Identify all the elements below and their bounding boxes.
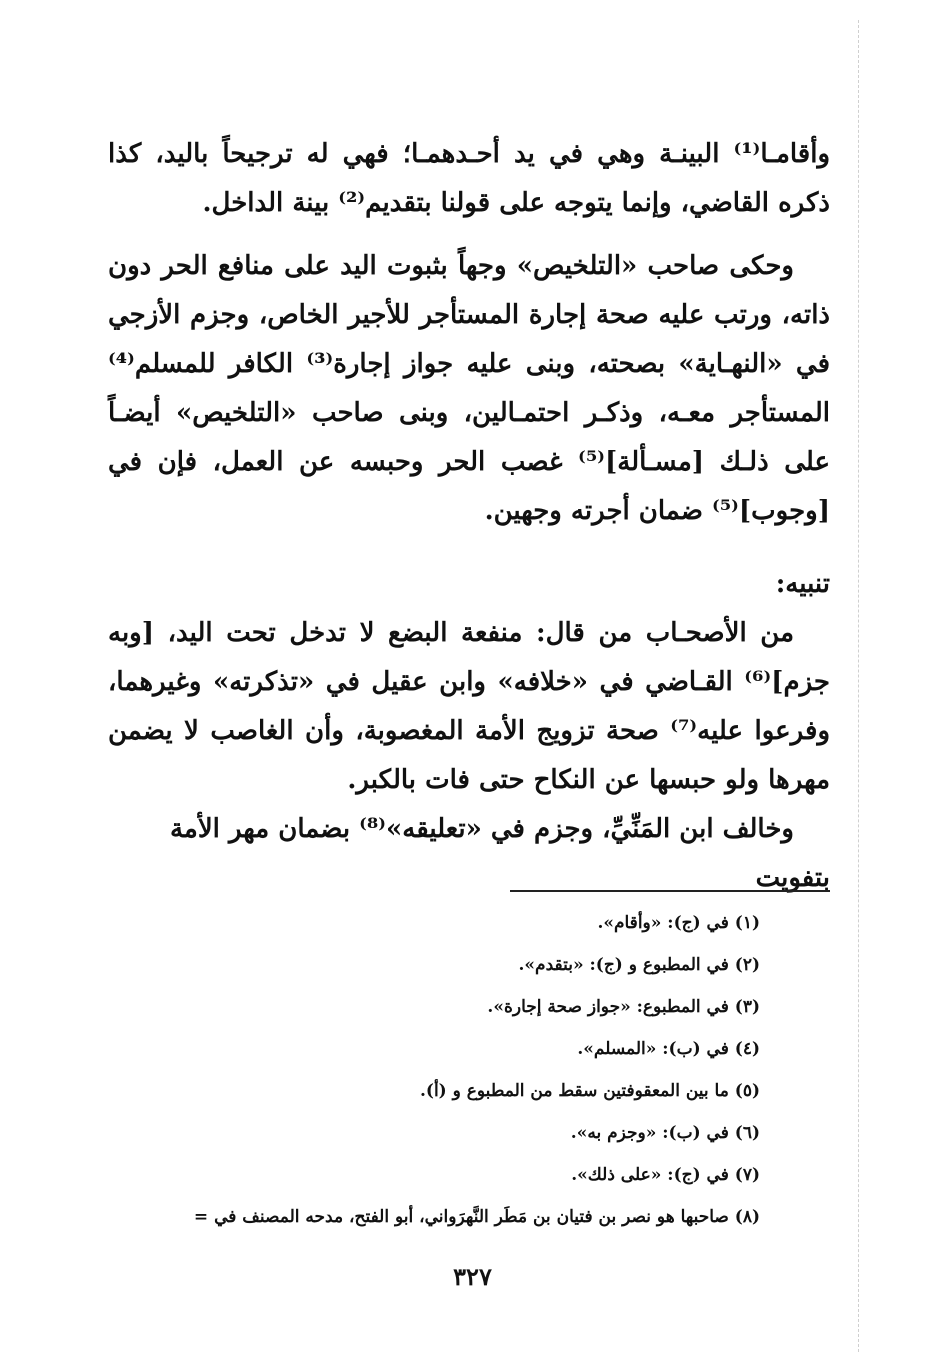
paragraph-2: وحكى صاحب «التلخيص» وجهاً بثبوت اليد على منافع الحر دون ذاته، ورتب عليه صحة إجارة المستأجر للأجير الخاص، وجزم الأزجي في «النهـاية» بصحته، وبنى عليه جواز إجارة⁽³⁾ الكافر للمسلم⁽⁴⁾ المستأجر معـه، وذكـر احتمـالين، وبنى صاحب «التلخيص» أيضـاً على ذلـك [مسـألة]⁽⁵⁾ غصب الحر وحبسه عن العمل، فإن في [وجوب]⁽⁵⁾ ضمان أجرته وجهين. <box>108 251 830 526</box>
paragraph-3: من الأصحـاب من قال: منفعة البضع لا تدخل تحت اليد، [وبه جزم]⁽⁶⁾ القـاضي في «خلافه» وابن عقيل في «تذكرته» وغيرهما، وفرعوا عليه⁽⁷⁾ صحة تزويج الأمة المغصوبة، وأن الغاصب لا يضمن مهرها ولو حبسها عن النكاح حتى فات بالكبر. <box>108 618 831 795</box>
paragraph-1: وأقامـا⁽¹⁾ البينـة وهي في يد أحـدهمـا؛ فهي له ترجيحاً باليد، كذا ذكره القاضي، وإنما يتوجه على قولنا بتقديم⁽²⁾ بينة الداخل. <box>108 139 830 218</box>
footnote-6: (٦) في (ب): «وجزم به». <box>570 1123 760 1143</box>
page-number: ٣٢٧ <box>453 1262 492 1291</box>
footnotes <box>70 902 760 1238</box>
footnote-separator <box>510 890 830 892</box>
footnote-8: (٨) صاحبها هو نصر بن فتيان بن مَطَر النَّهرَواني، أبو الفتح، مدحه المصنف في = <box>193 1207 760 1227</box>
section-heading: تنبيه: <box>775 569 830 599</box>
paragraph-4: وخالف ابن المَنِّيِّ، وجزم في «تعليقه»⁽⁸⁾ بضمان مهر الأمة بتفويت <box>169 814 830 893</box>
footnote-1: (١) في (ج): «وأقام». <box>597 913 760 933</box>
footnote-5: (٥) ما بين المعقوفتين سقط من المطبوع و (أ). <box>419 1081 760 1101</box>
footnote-2: (٢) في المطبوع و (ج): «بتقدم». <box>518 955 760 975</box>
page-edge <box>858 20 859 1352</box>
footnote-4: (٤) في (ب): «المسلم». <box>577 1039 760 1059</box>
footnote-7: (٧) في (ج): «على ذلك». <box>571 1165 760 1185</box>
main-text <box>108 130 830 903</box>
footnote-3: (٣) في المطبوع: «جواز صحة إجارة». <box>487 997 760 1017</box>
